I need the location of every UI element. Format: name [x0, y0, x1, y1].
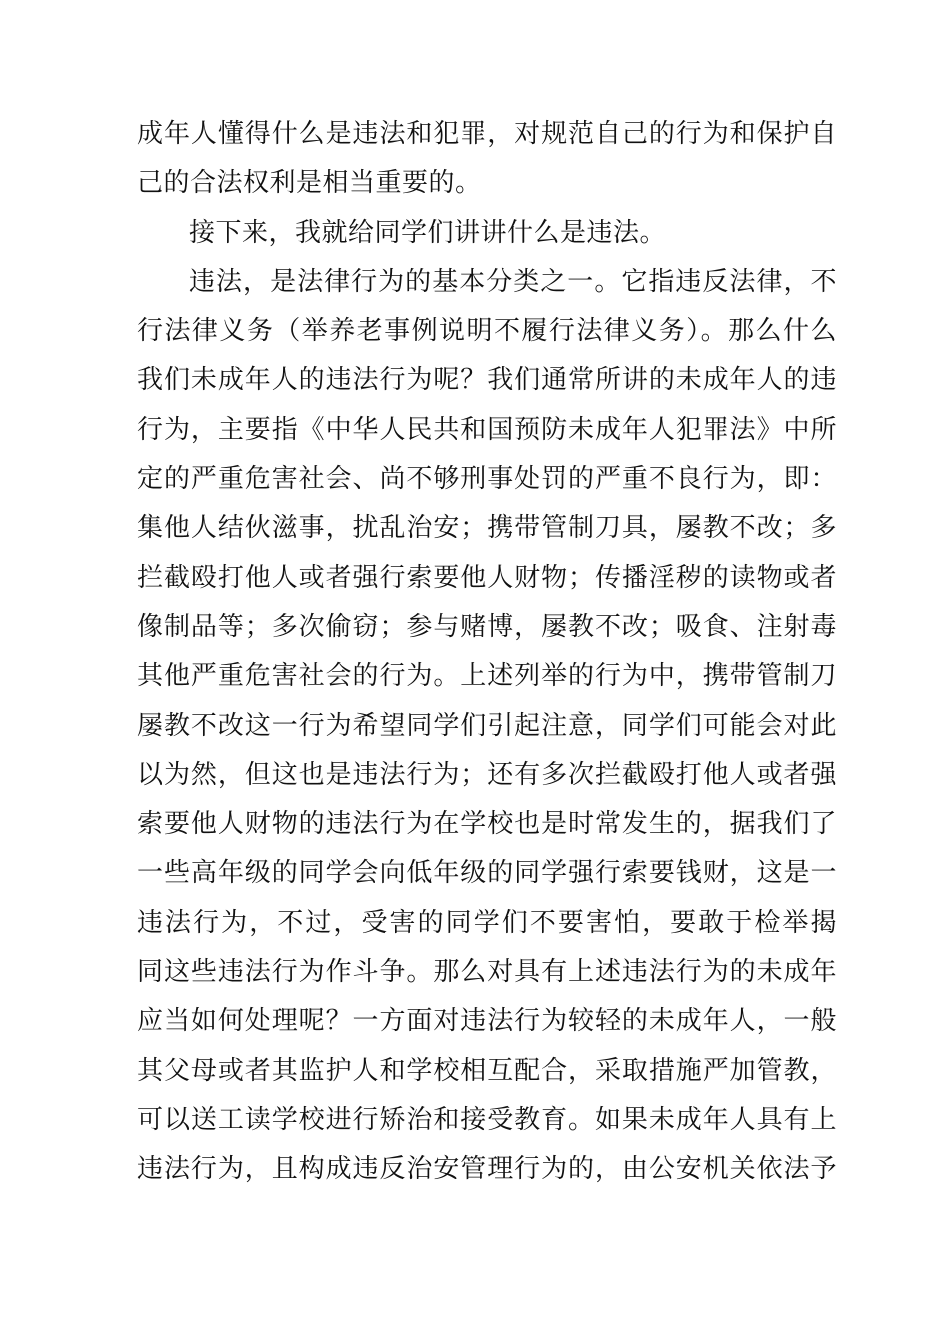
text-line-20: 其父母或者其监护人和学校相互配合，采取措施严加管教，	[137, 1055, 837, 1086]
text-line-21: 可以送工读学校进行矫治和接受教育。如果未成年人具有上	[137, 1104, 837, 1135]
text-line-14: 以为然，但这也是违法行为；还有多次拦截殴打他人或者强	[137, 759, 837, 790]
text-line-7: 行为，主要指《中华人民共和国预防未成年人犯罪法》中所	[137, 414, 837, 445]
text-line-15: 索要他人财物的违法行为在学校也是时常发生的，据我们了	[137, 809, 837, 840]
text-line-12: 其他严重危害社会的行为。上述列举的行为中，携带管制刀	[137, 661, 837, 692]
text-line-2: 己的合法权利是相当重要的。	[137, 168, 482, 199]
text-line-9: 集他人结伙滋事，扰乱治安；携带管制刀具，屡教不改；多	[137, 513, 837, 544]
text-line-1: 成年人懂得什么是违法和犯罪，对规范自己的行为和保护自	[137, 119, 837, 149]
text-line-5: 行法律义务（举养老事例说明不履行法律义务）。那么什么	[137, 316, 837, 347]
text-line-11: 像制品等；多次偷窃；参与赌博，屡教不改；吸食、注射毒	[137, 611, 837, 642]
text-line-22: 违法行为，且构成违反治安管理行为的，由公安机关依法予	[137, 1154, 837, 1185]
text-line-18: 同这些违法行为作斗争。那么对具有上述违法行为的未成年	[137, 957, 837, 988]
text-line-3: 接下来，我就给同学们讲讲什么是违法。	[189, 217, 667, 248]
text-line-8: 定的严重危害社会、尚不够刑事处罚的严重不良行为，即：	[137, 464, 837, 495]
text-line-10: 拦截殴打他人或者强行索要他人财物；传播淫秽的读物或者	[137, 562, 837, 593]
document-body	[137, 110, 837, 1195]
text-line-4: 违法，是法律行为的基本分类之一。它指违反法律，不	[189, 266, 837, 297]
text-line-6: 我们未成年人的违法行为呢？我们通常所讲的未成年人的违	[137, 365, 837, 396]
text-line-16: 一些高年级的同学会向低年级的同学强行索要钱财，这是一	[137, 858, 837, 889]
text-line-17: 违法行为，不过，受害的同学们不要害怕，要敢于检举揭	[137, 907, 837, 938]
text-line-19: 应当如何处理呢？一方面对违法行为较轻的未成年人，一般	[137, 1006, 837, 1037]
text-line-13: 屡教不改这一行为希望同学们引起注意，同学们可能会对此	[137, 710, 837, 741]
